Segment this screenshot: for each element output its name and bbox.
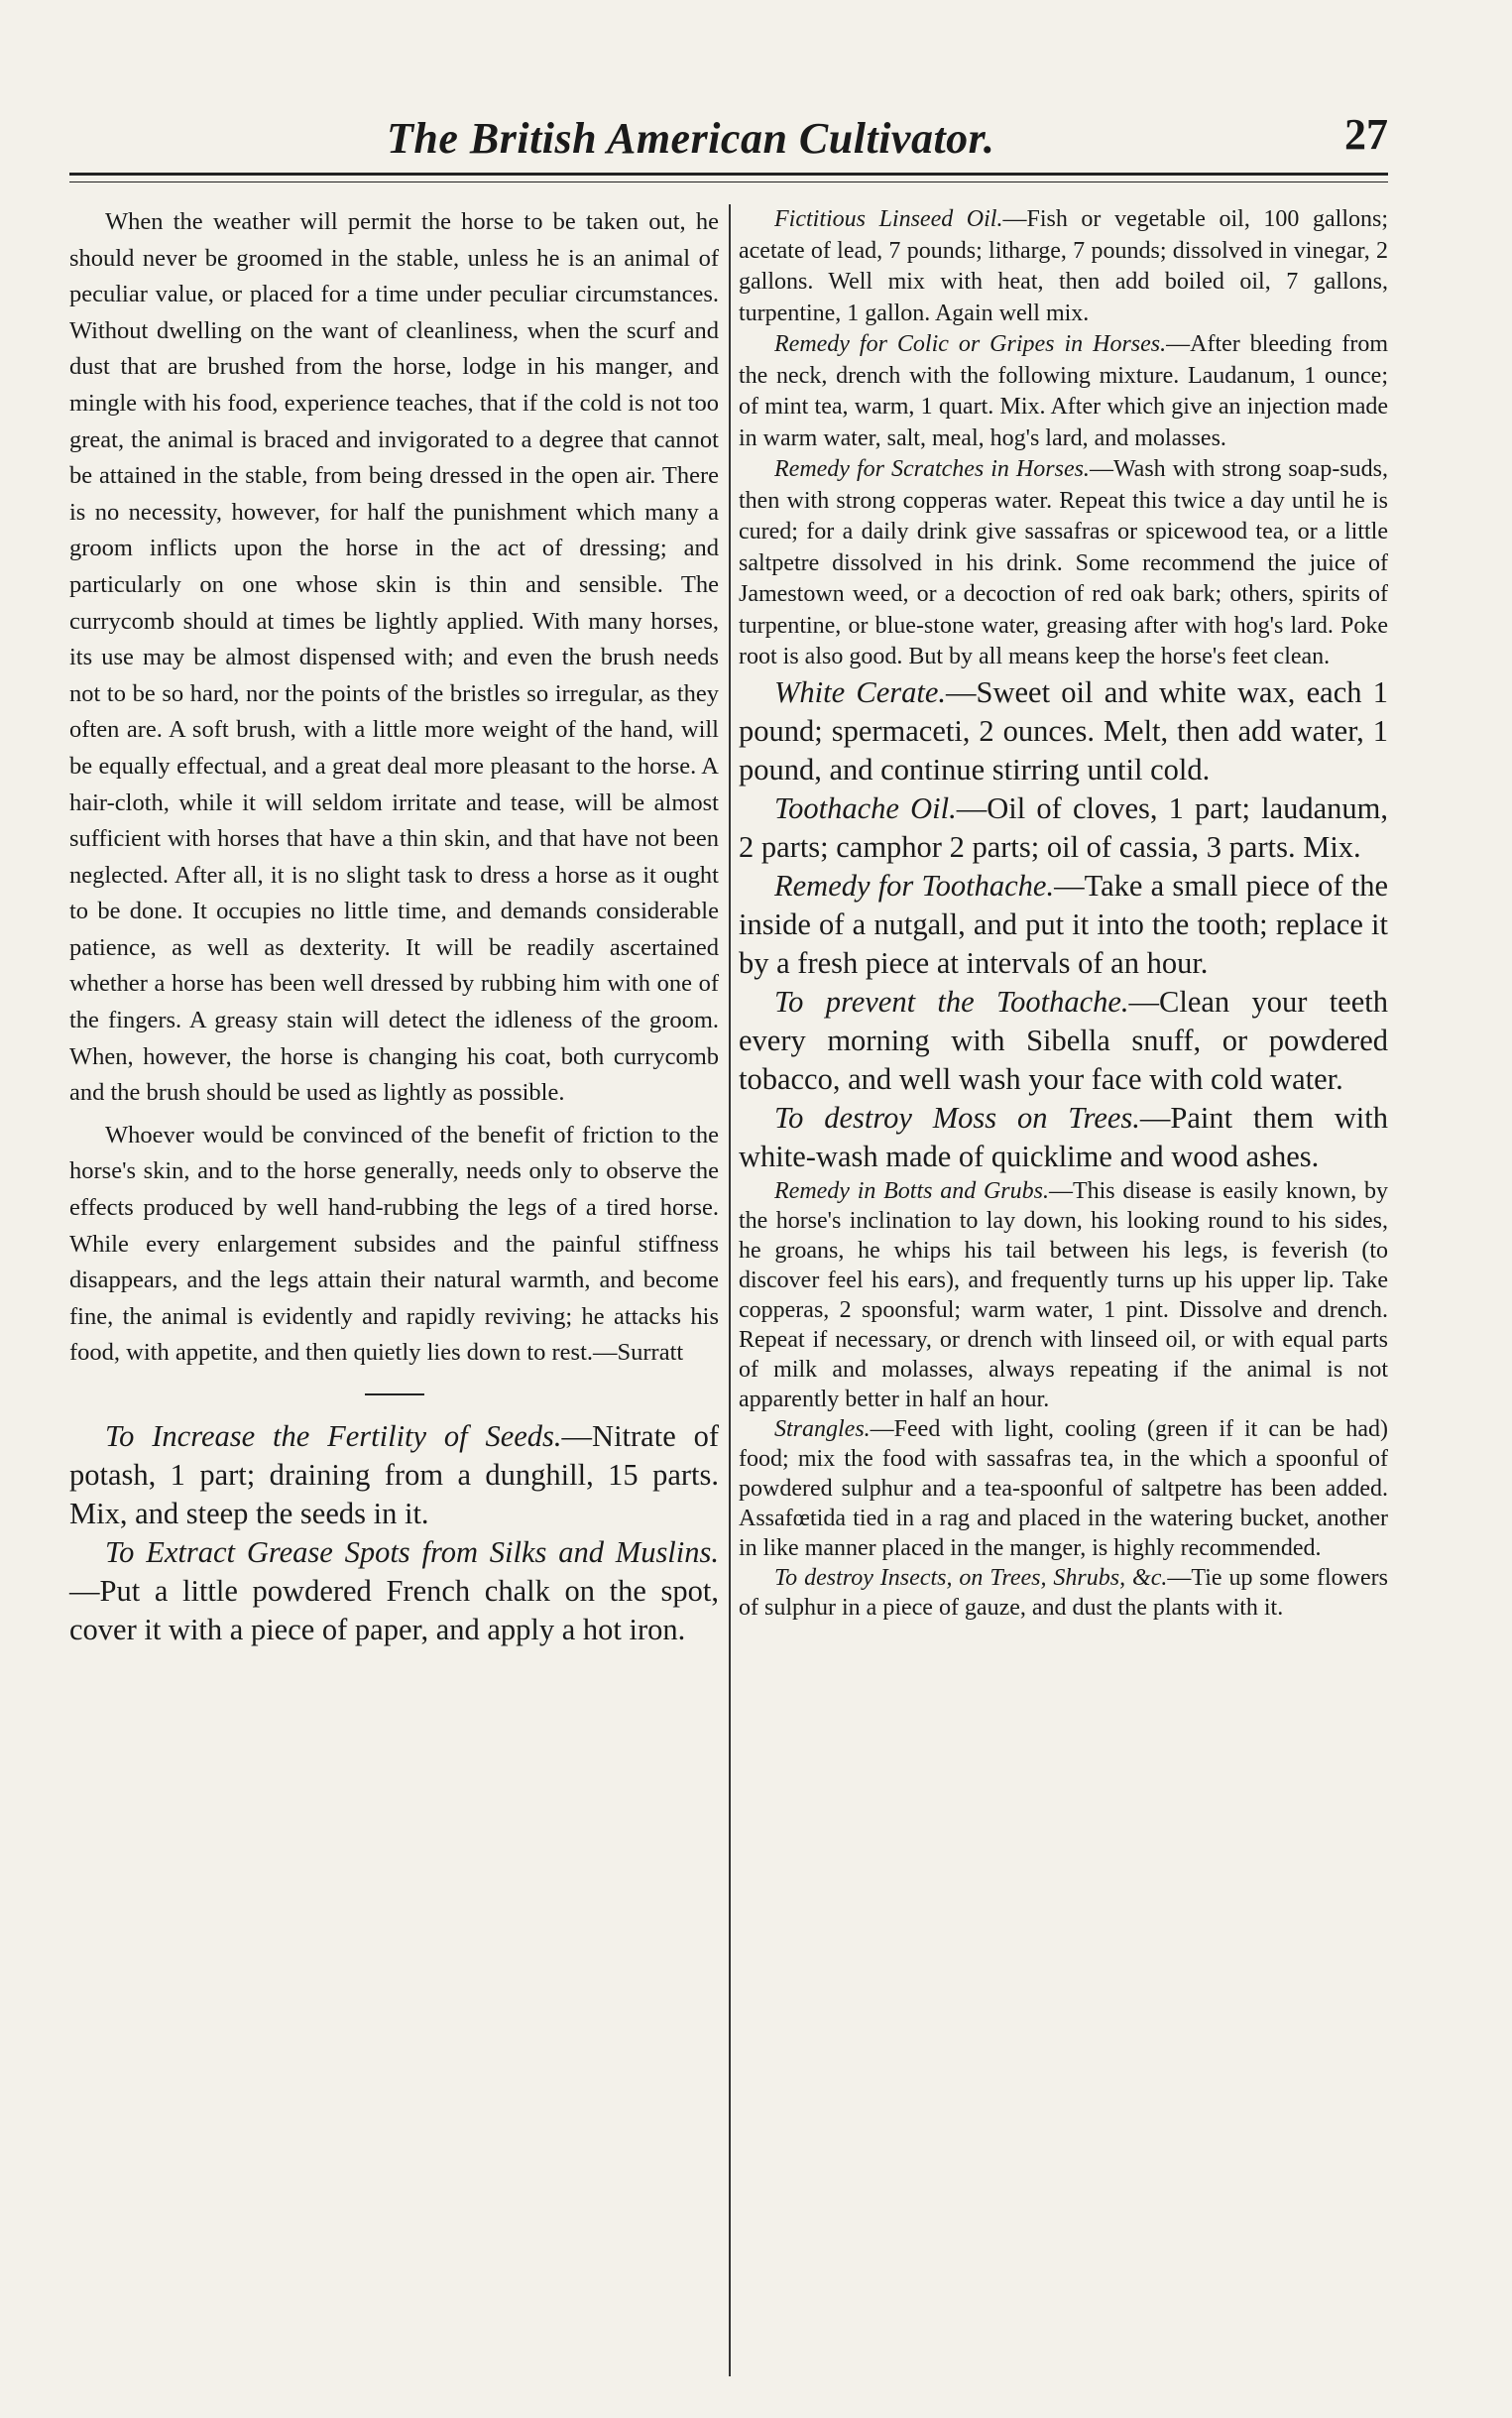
left-column bbox=[69, 204, 719, 1649]
scratches-entry bbox=[739, 454, 1388, 673]
insects-entry bbox=[739, 1563, 1388, 1623]
colic-text: —After bleeding from the neck, drench with the following mixture. Laudanum, 1 ounce; of mint tea, warm, 1 quart. Mix. After which give an injection made in warm water, salt, meal, hog's lard, and molasses. bbox=[739, 331, 1388, 451]
page-number: 27 bbox=[1344, 110, 1388, 159]
grease-text: —Put a little powdered French chalk on the spot, cover it with a piece of paper, and apply a hot iron. bbox=[69, 1574, 719, 1646]
journal-title: The British American Cultivator. bbox=[387, 114, 995, 163]
scratches-heading: Remedy for Scratches in Horses. bbox=[774, 456, 1090, 482]
toothache-remedy-heading: Remedy for Toothache. bbox=[774, 868, 1055, 903]
section-separator bbox=[365, 1393, 424, 1395]
grease-heading: To Extract Grease Spots from Silks and Muslins. bbox=[105, 1535, 719, 1569]
right-column bbox=[739, 204, 1388, 1649]
fertility-heading: To Increase the Fertility of Seeds. bbox=[105, 1419, 562, 1453]
strangles-entry bbox=[739, 1414, 1388, 1563]
toothache-remedy-text: —Take a small piece of the inside of a nutgall, and put it into the tooth; replace it by a fresh piece at intervals of an hour. bbox=[739, 868, 1388, 980]
botts-entry bbox=[739, 1176, 1388, 1414]
two-column-body bbox=[69, 204, 1388, 1649]
linseed-entry bbox=[739, 204, 1388, 329]
toothache-oil-heading: Toothache Oil. bbox=[774, 790, 957, 825]
fertility-text: —Nitrate of potash, 1 part; draining from a dunghill, 15 parts. Mix, and steep the seeds in it. bbox=[69, 1419, 719, 1530]
colic-entry bbox=[739, 329, 1388, 454]
moss-text: —Paint them with white-wash made of quicklime and wood ashes. bbox=[739, 1100, 1388, 1173]
strangles-text: —Feed with light, cooling (green if it can be had) food; mix the food with sassafras tea, in the which a spoonful of powdered sulphur and a tea-spoonful of saltpetre has been added. Assafœtida tied in a rag and placed in the watering bucket, another in like manner placed in the manger, is highly recommended. bbox=[739, 1415, 1388, 1561]
moss-entry bbox=[739, 1099, 1388, 1176]
header-rule bbox=[69, 181, 1388, 182]
scratches-text: —Wash with strong soap-suds, then with strong copperas water. Repeat this twice a day until he is cured; for a daily drink give sassafras or spicewood tea, or a little saltpetre dissolved in his drink. Some recommend the juice of Jamestown weed, or a decoction of red oak bark; others, spirits of turpentine, or blue-stone water, greasing after with hog's lard. Poke root is also good. But by all means keep the horse's feet clean. bbox=[739, 456, 1388, 669]
botts-text: —This disease is easily known, by the horse's inclination to lay down, his looking round to his sides, he groans, he whips his tail between his legs, is feverish (to discover feel his ears), and frequently turns up his upper lip. Take copperas, 2 spoonsful; warm water, 1 pint. Dissolve and drench. Repeat if necessary, or drench with linseed oil, or with equal parts of milk and molasses, always repeating if the animal is not apparently better in half an hour. bbox=[739, 1177, 1389, 1412]
toothache-oil-entry bbox=[739, 789, 1388, 867]
linseed-text: —Fish or vegetable oil, 100 gallons; acetate of lead, 7 pounds; litharge, 7 pounds; dissolved in vinegar, 2 gallons. Well mix with heat, then add boiled oil, 7 gallons, turpentine, 1 gallon. Again well mix. bbox=[739, 206, 1388, 326]
linseed-heading: Fictitious Linseed Oil. bbox=[774, 206, 1003, 232]
toothache-remedy-entry bbox=[739, 867, 1388, 983]
grooming-paragraph: When the weather will permit the horse to be taken out, he should never be groomed in the stable, unless he is an animal of peculiar value, or placed for a time under peculiar circumstances. Without dwelling on the want of cleanliness, when the scurf and dust that are brushed from the horse, lodge in his manger, and mingle with his food, experience teaches, that if the cold is not too great, the animal is braced and invigorated to a degree that cannot be attained in the stable, from being dressed in the open air. There is no necessity, however, for half the punishment which many a groom inflicts upon the horse in the act of dressing; and particularly on one whose skin is thin and sensible. The currycomb should at times be lightly applied. With many horses, its use may be almost dispensed with; and even the brush needs not to be so hard, nor the points of the bristles so irregular, as they often are. A soft brush, with a little more weight of the hand, will be equally effectual, and a great deal more pleasant to the horse. A hair-cloth, while it will seldom irritate and tease, will be almost sufficient with horses that have a thin skin, and that have not been neglected. After all, it is no slight task to dress a horse as it ought to be done. It occupies no little time, and demands considerable patience, as well as dexterity. It will be readily ascertained whether a horse has been well dressed by rubbing him with one of the fingers. A greasy stain will detect the idleness of the groom. When, however, the horse is changing his coat, both currycomb and the brush should be used as lightly as possible. bbox=[69, 208, 719, 1107]
running-head bbox=[69, 95, 1388, 176]
fertility-entry bbox=[69, 1417, 719, 1533]
strangles-heading: Strangles. bbox=[774, 1415, 871, 1442]
toothache-oil-text: —Oil of cloves, 1 part; laudanum, 2 parts; camphor 2 parts; oil of cassia, 3 parts. Mix. bbox=[739, 790, 1389, 864]
prevent-toothache-heading: To prevent the Toothache. bbox=[774, 984, 1129, 1019]
colic-heading: Remedy for Colic or Gripes in Horses. bbox=[774, 331, 1167, 357]
cerate-entry bbox=[739, 673, 1388, 789]
prevent-toothache-entry bbox=[739, 983, 1388, 1099]
page bbox=[69, 95, 1388, 2406]
insects-heading: To destroy Insects, on Trees, Shrubs, &c. bbox=[774, 1564, 1168, 1591]
botts-heading: Remedy in Botts and Grubs. bbox=[774, 1177, 1049, 1204]
insects-text: —Tie up some flowers of sulphur in a piece of gauze, and dust the plants with it. bbox=[739, 1564, 1388, 1621]
moss-heading: To destroy Moss on Trees. bbox=[774, 1100, 1140, 1135]
friction-paragraph: Whoever would be convinced of the benefit of friction to the horse's skin, and to the horse generally, needs only to observe the effects produced by well hand-rubbing the legs of a tired horse. While every enlargement subsides and the painful stiffness disappears, and the legs attain their natural warmth, and become fine, the animal is evidently and rapidly reviving; he attacks his food, with appetite, and then quietly lies down to rest.—Surratt bbox=[69, 1121, 719, 1367]
cerate-heading: White Cerate. bbox=[774, 674, 947, 709]
grease-entry bbox=[69, 1533, 719, 1649]
cerate-text: —Sweet oil and white wax, each 1 pound; spermaceti, 2 ounces. Melt, then add water, 1 pound, and continue stirring until cold. bbox=[739, 674, 1388, 786]
prevent-toothache-text: —Clean your teeth every morning with Sibella snuff, or powdered tobacco, and well wash your face with cold water. bbox=[739, 984, 1388, 1096]
column-divider bbox=[729, 204, 731, 2376]
